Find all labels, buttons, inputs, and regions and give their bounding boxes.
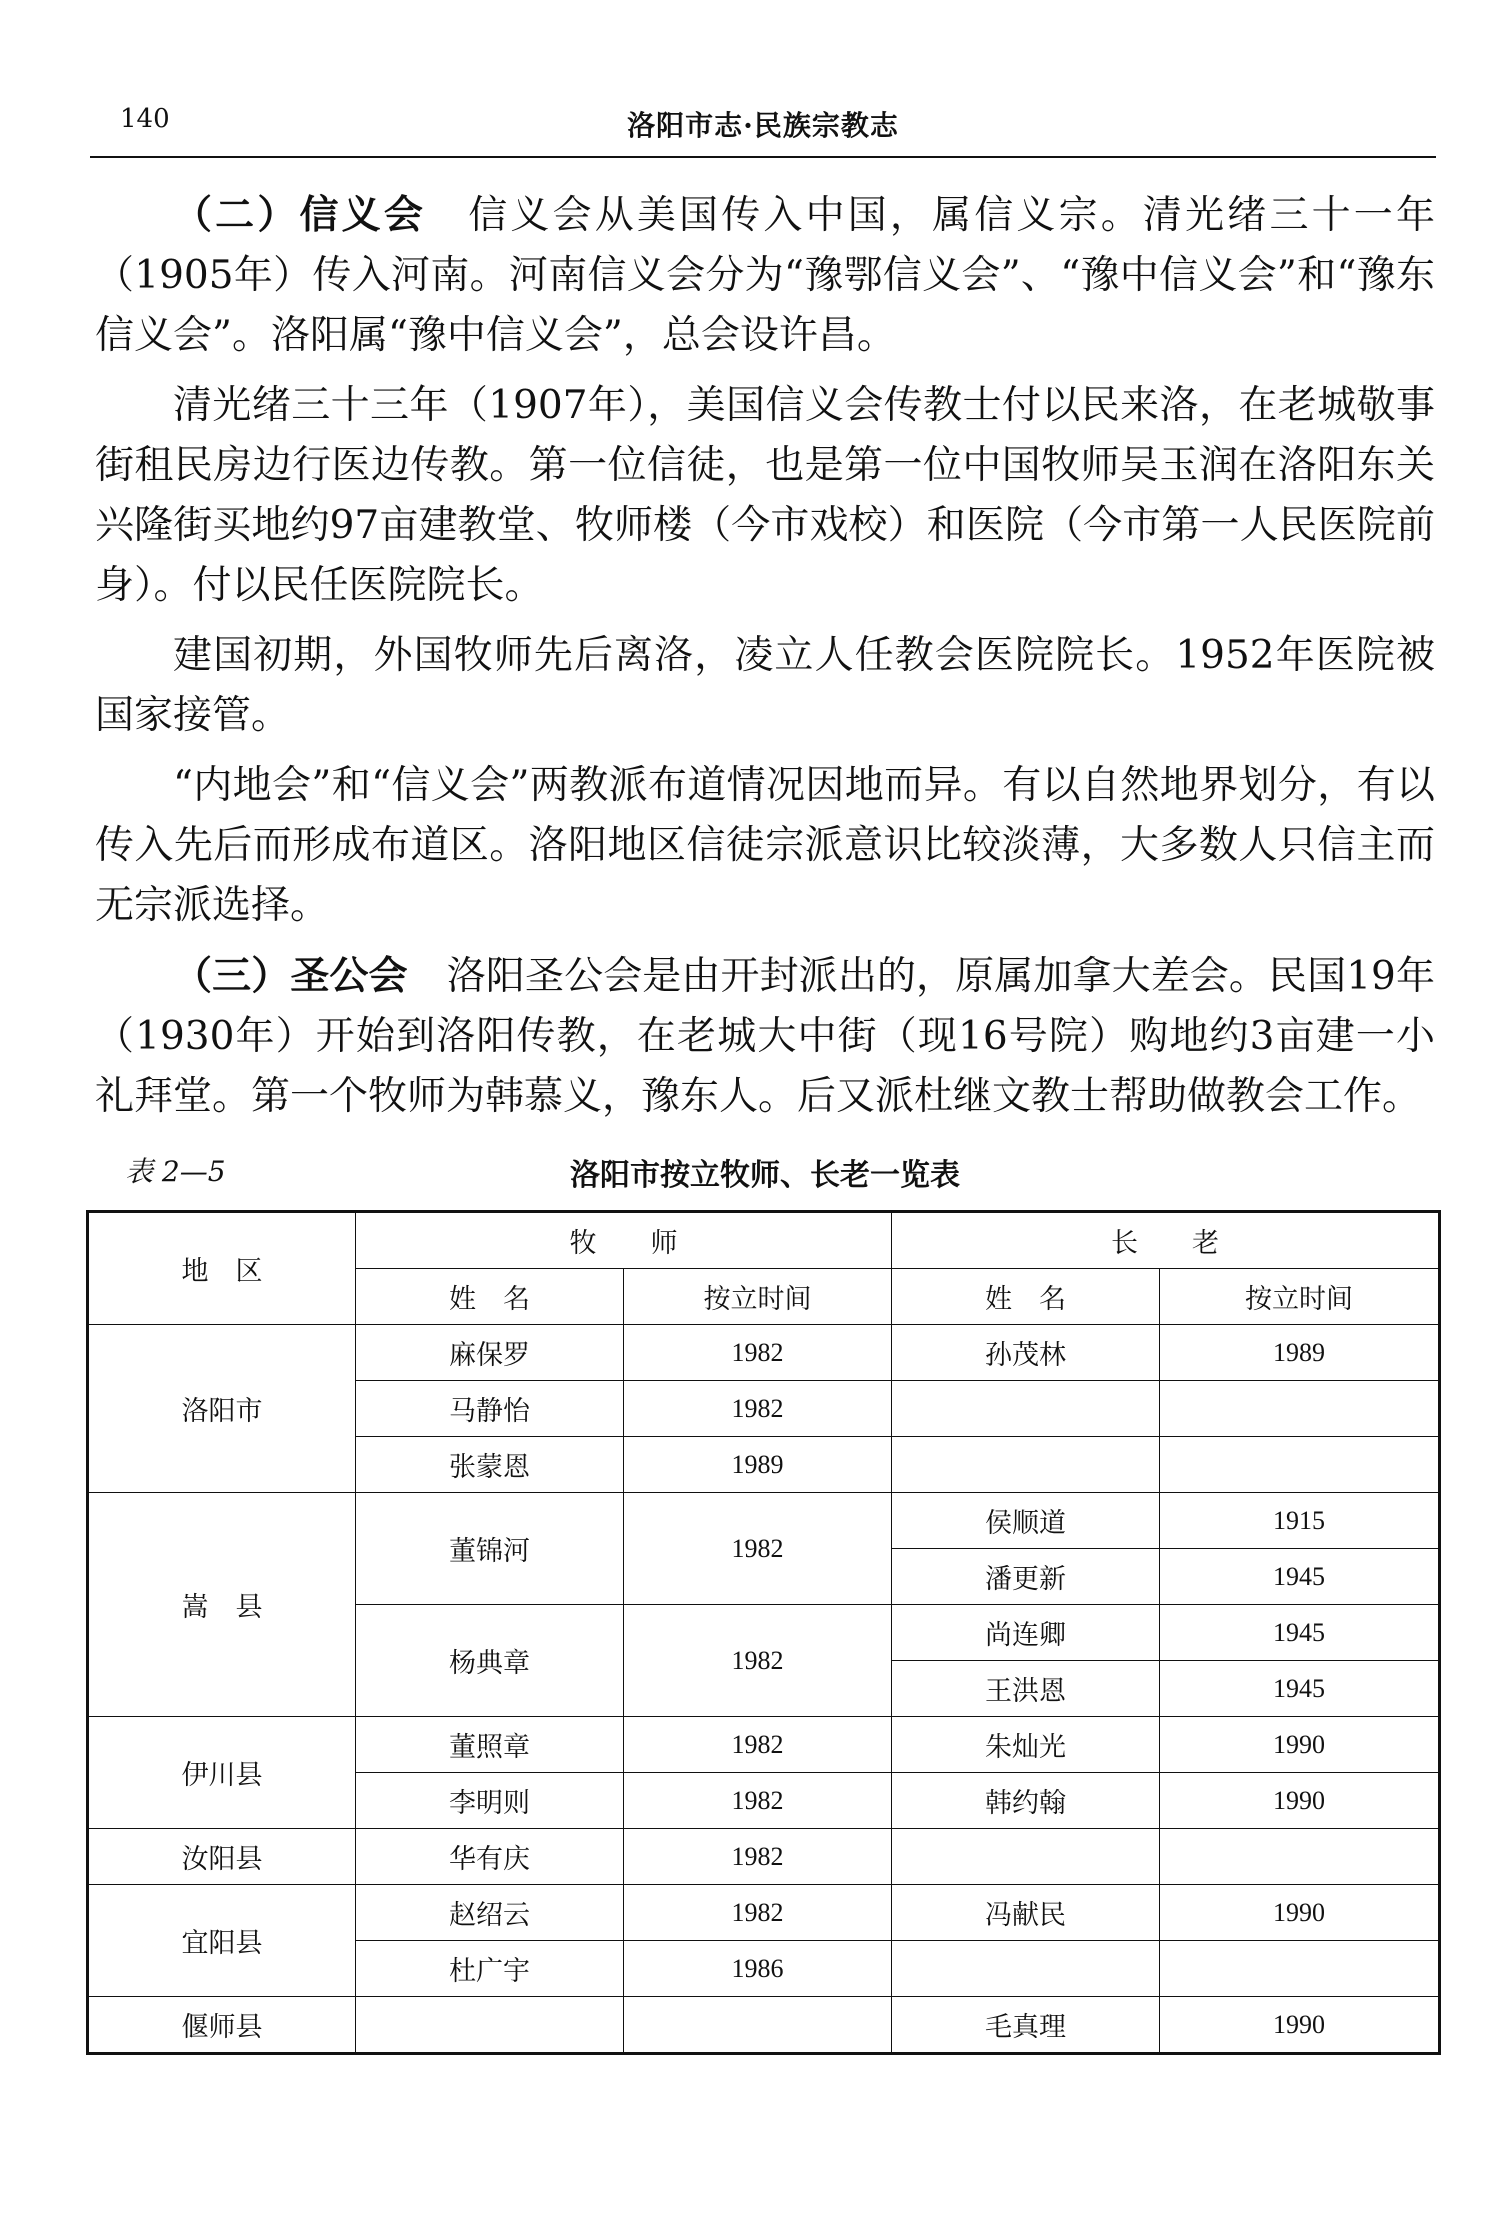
pastor-year-cell: 1982 — [624, 1829, 892, 1885]
elder-year-cell — [1160, 1829, 1440, 1885]
elder-name-cell: 王洪恩 — [892, 1661, 1160, 1717]
pastor-name-cell: 张蒙恩 — [356, 1437, 624, 1493]
paragraph — [95, 626, 1435, 746]
section-heading: （三）圣公会 — [173, 953, 408, 999]
elder-year-cell: 1990 — [1160, 1773, 1440, 1829]
elder-year-cell — [1160, 1437, 1440, 1493]
header-row — [88, 1212, 1440, 1269]
table-row — [88, 1325, 1440, 1381]
pastor-name-cell: 赵绍云 — [356, 1885, 624, 1941]
elder-year-cell: 1945 — [1160, 1661, 1440, 1717]
pastor-name-cell: 华有庆 — [356, 1829, 624, 1885]
pastor-year-cell: 1982 — [624, 1717, 892, 1773]
body-text — [95, 185, 1435, 1137]
table-caption — [95, 1150, 1435, 1196]
paragraph — [95, 756, 1435, 936]
elder-name-cell: 侯顺道 — [892, 1493, 1160, 1549]
paragraph — [95, 946, 1435, 1127]
pastor-year-cell: 1982 — [624, 1493, 892, 1605]
elder-year-cell: 1990 — [1160, 1717, 1440, 1773]
pastor-name-cell: 杨典章 — [356, 1605, 624, 1717]
table-row — [88, 1829, 1440, 1885]
pastor-year-cell: 1982 — [624, 1605, 892, 1717]
pastor-year-cell: 1982 — [624, 1325, 892, 1381]
pastor-name-cell: 董照章 — [356, 1717, 624, 1773]
elder-name-cell: 潘更新 — [892, 1549, 1160, 1605]
page-number: 140 — [120, 104, 170, 134]
header-region: 地 区 — [88, 1212, 356, 1325]
elder-year-cell: 1989 — [1160, 1325, 1440, 1381]
elder-year-cell — [1160, 1381, 1440, 1437]
paragraph-text: 清光绪三十三年（1907年），美国信义会传教士付以民来洛，在老城敬事街租民房边行医边传教。第一位信徒，也是第一位中国牧师吴玉润在洛阳东关兴隆街买地约97亩建教堂、牧师楼（今市戏校）和医院（今市第一人民医院前身）。付以民任医院院长。 — [95, 383, 1435, 608]
table-row — [88, 1997, 1440, 2054]
table-number: 表 2—5 — [125, 1155, 226, 1188]
paragraph-text: “内地会”和“信义会”两教派布道情况因地而异。有以自然地界划分，有以传入先后而形成布道区。洛阳地区信徒宗派意识比较淡薄，大多数人只信主而无宗派选择。 — [95, 763, 1435, 928]
elder-year-cell: 1945 — [1160, 1605, 1440, 1661]
elder-year-cell — [1160, 1941, 1440, 1997]
elder-name-cell: 尚连卿 — [892, 1605, 1160, 1661]
elder-year-cell: 1990 — [1160, 1997, 1440, 2054]
pastor-name-cell: 马静怡 — [356, 1381, 624, 1437]
header-pastor-ordained: 按立时间 — [624, 1269, 892, 1325]
pastor-name-cell — [356, 1997, 624, 2054]
elder-name-cell: 韩约翰 — [892, 1773, 1160, 1829]
elder-name-cell — [892, 1941, 1160, 1997]
pastor-year-cell: 1986 — [624, 1941, 892, 1997]
paragraph — [95, 376, 1435, 616]
paragraph-text: 信义会从美国传入中国，属信义宗。清光绪三十一年（1905年）传入河南。河南信义会分为“豫鄂信义会”、“豫中信义会”和“豫东信义会”。洛阳属“豫中信义会”，总会设许昌。 — [95, 193, 1435, 358]
header-elder: 长 老 — [892, 1212, 1440, 1269]
running-title: 洛阳市志·民族宗教志 — [627, 109, 899, 142]
table-row — [88, 1717, 1440, 1773]
elder-name-cell: 孙茂林 — [892, 1325, 1160, 1381]
elder-name-cell: 冯献民 — [892, 1885, 1160, 1941]
pastor-year-cell: 1982 — [624, 1381, 892, 1437]
pastor-name-cell: 李明则 — [356, 1773, 624, 1829]
pastor-elder-table — [86, 1210, 1441, 2055]
header-rule — [90, 156, 1436, 158]
region-cell: 宜阳县 — [88, 1885, 356, 1997]
page-header — [90, 104, 1436, 144]
pastor-name-cell: 杜广宇 — [356, 1941, 624, 1997]
header-pastor: 牧 师 — [356, 1212, 892, 1269]
elder-name-cell — [892, 1829, 1160, 1885]
pastor-name-cell: 董锦河 — [356, 1493, 624, 1605]
paragraph-text: 建国初期，外国牧师先后离洛，凌立人任教会医院院长。1952年医院被国家接管。 — [95, 633, 1435, 738]
region-cell: 汝阳县 — [88, 1829, 356, 1885]
pastor-name-cell: 麻保罗 — [356, 1325, 624, 1381]
region-cell: 偃师县 — [88, 1997, 356, 2054]
header-pastor-name: 姓 名 — [356, 1269, 624, 1325]
table-title: 洛阳市按立牧师、长老一览表 — [570, 1158, 960, 1193]
table-row — [88, 1493, 1440, 1549]
pastor-year-cell: 1982 — [624, 1885, 892, 1941]
pastor-year-cell: 1989 — [624, 1437, 892, 1493]
header-elder-ordained: 按立时间 — [1160, 1269, 1440, 1325]
section-heading: （二）信义会 — [173, 192, 427, 238]
paragraph — [95, 185, 1435, 366]
elder-name-cell: 毛真理 — [892, 1997, 1160, 2054]
table-row — [88, 1885, 1440, 1941]
region-cell: 洛阳市 — [88, 1325, 356, 1493]
elder-year-cell: 1990 — [1160, 1885, 1440, 1941]
region-cell: 伊川县 — [88, 1717, 356, 1829]
elder-year-cell: 1915 — [1160, 1493, 1440, 1549]
elder-name-cell — [892, 1437, 1160, 1493]
paragraph-text: 洛阳圣公会是由开封派出的，原属加拿大差会。民国19年（1930年）开始到洛阳传教，在老城大中街（现16号院）购地约3亩建一小礼拜堂。第一个牧师为韩慕义，豫东人。后又派杜继文教士帮助做教会工作。 — [95, 954, 1435, 1119]
pastor-year-cell: 1982 — [624, 1773, 892, 1829]
pastor-year-cell — [624, 1997, 892, 2054]
elder-name-cell: 朱灿光 — [892, 1717, 1160, 1773]
elder-name-cell — [892, 1381, 1160, 1437]
header-elder-name: 姓 名 — [892, 1269, 1160, 1325]
elder-year-cell: 1945 — [1160, 1549, 1440, 1605]
region-cell: 嵩 县 — [88, 1493, 356, 1717]
